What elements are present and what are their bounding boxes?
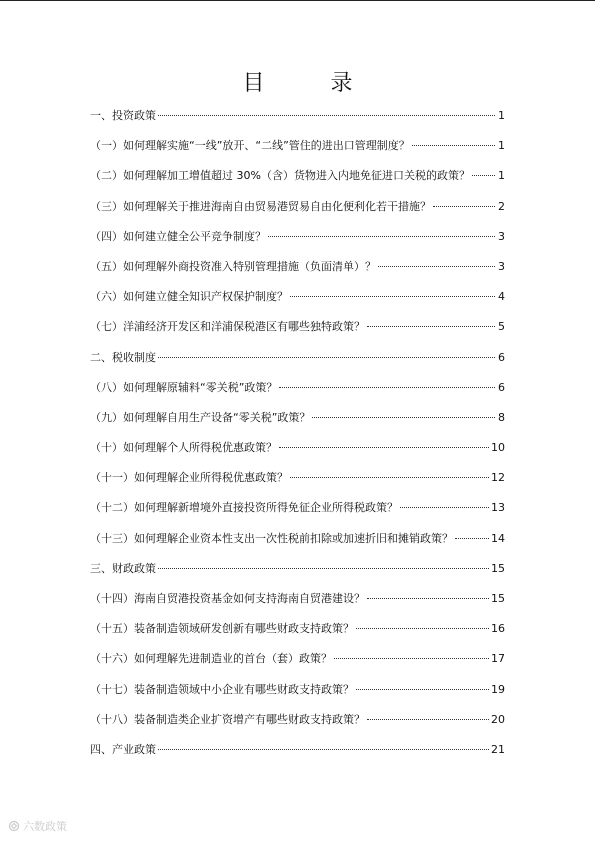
- toc-page-number: 4: [498, 290, 505, 304]
- toc-entry-title: （十二）如何理解新增境外直接投资所得免征企业所得税政策？: [90, 501, 398, 515]
- toc-page-number: 20: [491, 712, 505, 726]
- toc-page-number: 15: [491, 561, 505, 575]
- toc-dot-leader: [472, 175, 495, 176]
- toc-dot-leader: [268, 236, 495, 237]
- toc-subsection-entry[interactable]: [90, 463, 505, 493]
- toc-entry-title: （五）如何理解外商投资准入特别管理措施（负面清单）？: [90, 259, 376, 273]
- toc-page-number: 17: [491, 652, 505, 666]
- toc-entry-title: 二、税收制度: [90, 350, 156, 364]
- toc-section-entry[interactable]: [90, 554, 505, 584]
- toc-entry-title: （十四）海南自贸港投资基金如何支持海南自贸港建设？: [90, 592, 365, 605]
- toc-subsection-entry[interactable]: [90, 493, 505, 523]
- toc-subsection-entry[interactable]: [90, 131, 505, 161]
- toc-entry-title: （十五）装备制造领域研发创新有哪些财政支持政策？: [90, 622, 354, 636]
- toc-dot-leader: [367, 719, 489, 720]
- toc-dot-leader: [356, 628, 489, 629]
- toc-subsection-entry[interactable]: [90, 192, 505, 222]
- toc-subsection-entry[interactable]: [90, 161, 505, 191]
- toc-page-number: 8: [498, 410, 505, 424]
- toc-page-number: 1: [498, 139, 505, 153]
- toc-dot-leader: [158, 357, 495, 358]
- toc-entry-title: 一、投资政策: [90, 109, 156, 122]
- toc-section-entry[interactable]: [90, 343, 505, 373]
- toc-page-number: 13: [491, 501, 505, 515]
- toc-page-number: 16: [491, 622, 505, 636]
- toc-page-number: 10: [491, 441, 505, 455]
- toc-entry-title: （三）如何理解关于推进海南自由贸易港贸易自由化便利化若干措施？: [90, 199, 431, 213]
- toc-dot-leader: [334, 658, 489, 659]
- toc-entry-title: （十八）装备制造类企业扩资增产有哪些财政支持政策？: [90, 712, 365, 726]
- toc-dot-leader: [433, 206, 495, 207]
- toc-dot-leader: [412, 145, 495, 146]
- watermark-text: 六数政策: [23, 820, 67, 833]
- page-title: 目 录: [242, 71, 375, 96]
- watermark: [8, 818, 67, 834]
- toc-entry-title: （十三）如何理解企业资本性支出一次性税前扣除或加速折旧和摊销政策？: [90, 531, 453, 545]
- toc-page-number: 3: [498, 259, 505, 273]
- toc-entry-title: 三、财政政策: [90, 561, 156, 575]
- watermark-logo-icon: [8, 820, 20, 832]
- toc-entry-title: （十一）如何理解企业所得税优惠政策？: [90, 471, 288, 485]
- toc-section-entry[interactable]: [90, 101, 505, 131]
- toc-dot-leader: [356, 689, 489, 690]
- page-top-rule: [0, 0, 595, 1]
- toc-entry-title: （十六）如何理解先进制造业的首台（套）政策？: [90, 652, 332, 666]
- toc-dot-leader: [158, 749, 489, 750]
- toc-page-number: 12: [491, 471, 505, 485]
- toc-subsection-entry[interactable]: [90, 644, 505, 674]
- toc-dot-leader: [158, 115, 495, 116]
- table-of-contents: [90, 101, 505, 765]
- toc-entry-title: （七）洋浦经济开发区和洋浦保税港区有哪些独特政策？: [90, 320, 365, 334]
- toc-dot-leader: [367, 326, 495, 327]
- toc-entry-title: （九）如何理解自用生产设备“零关税”政策？: [90, 410, 311, 424]
- toc-subsection-entry[interactable]: [90, 312, 505, 342]
- toc-page-number: 1: [498, 109, 505, 122]
- toc-dot-leader: [158, 568, 489, 569]
- toc-page-number: 15: [491, 592, 505, 605]
- toc-page-number: 3: [498, 229, 505, 243]
- toc-page-number: 14: [491, 531, 505, 545]
- toc-page-number: 2: [498, 199, 505, 213]
- toc-entry-title: （十七）装备制造领域中小企业有哪些财政支持政策？: [90, 682, 354, 696]
- toc-subsection-entry[interactable]: [90, 584, 505, 614]
- toc-subsection-entry[interactable]: [90, 524, 505, 554]
- toc-entry-title: （六）如何建立健全知识产权保护制度？: [90, 290, 288, 304]
- toc-subsection-entry[interactable]: [90, 252, 505, 282]
- toc-entry-title: （八）如何理解原辅料“零关税”政策？: [90, 380, 278, 394]
- toc-dot-leader: [290, 296, 495, 297]
- toc-page-number: 19: [491, 682, 505, 696]
- toc-entry-title: （二）如何理解加工增值超过 30%（含）货物进入内地免征进口关税的政策？: [90, 169, 470, 183]
- toc-subsection-entry[interactable]: [90, 614, 505, 644]
- toc-subsection-entry[interactable]: [90, 373, 505, 403]
- toc-page-number: 6: [498, 350, 505, 364]
- toc-subsection-entry[interactable]: [90, 675, 505, 705]
- toc-entry-title: （四）如何建立健全公平竞争制度？: [90, 229, 266, 243]
- toc-section-entry[interactable]: [90, 735, 505, 765]
- toc-subsection-entry[interactable]: [90, 222, 505, 252]
- toc-dot-leader: [378, 266, 495, 267]
- toc-page-number: 5: [498, 320, 505, 334]
- toc-dot-leader: [367, 598, 489, 599]
- toc-dot-leader: [290, 477, 489, 478]
- toc-subsection-entry[interactable]: [90, 403, 505, 433]
- toc-page-number: 6: [498, 380, 505, 394]
- toc-page-number: 1: [498, 169, 505, 183]
- toc-dot-leader: [455, 538, 489, 539]
- toc-subsection-entry[interactable]: [90, 705, 505, 735]
- toc-dot-leader: [279, 387, 495, 388]
- toc-dot-leader: [279, 447, 489, 448]
- toc-subsection-entry[interactable]: [90, 282, 505, 312]
- toc-dot-leader: [312, 417, 495, 418]
- toc-entry-title: 四、产业政策: [90, 742, 156, 756]
- toc-entry-title: （一）如何理解实施“一线”放开、“二线”管住的进出口管理制度？: [90, 139, 410, 153]
- toc-subsection-entry[interactable]: [90, 433, 505, 463]
- toc-dot-leader: [400, 507, 489, 508]
- toc-entry-title: （十）如何理解个人所得税优惠政策？: [90, 441, 277, 455]
- toc-page-number: 21: [491, 742, 505, 756]
